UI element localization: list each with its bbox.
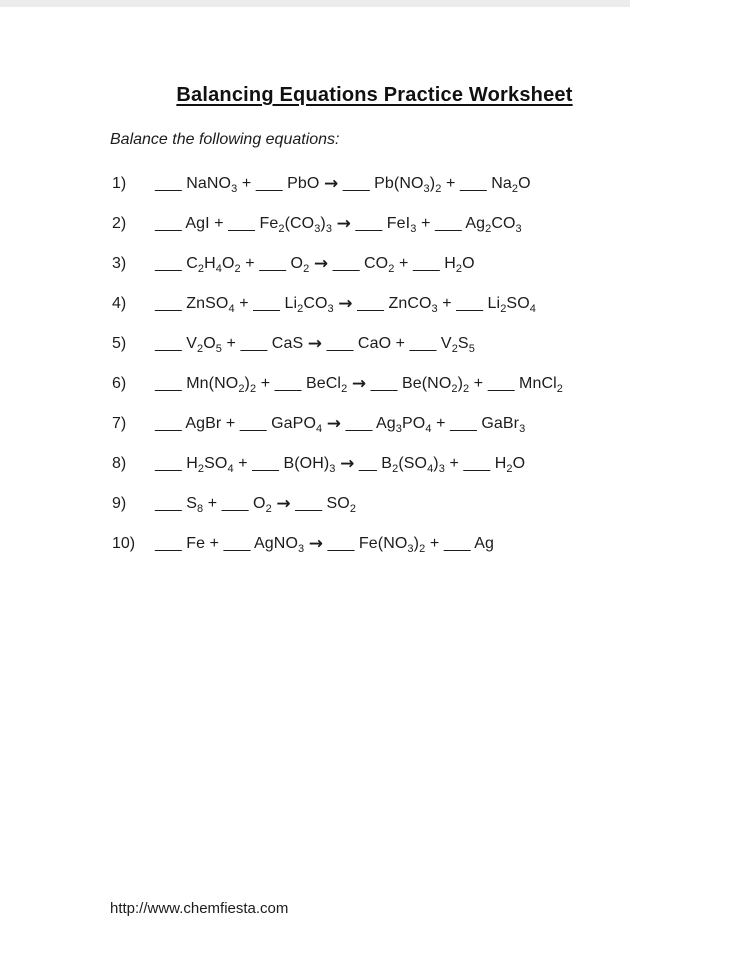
answer-blank: ___ [155,175,182,192]
subscript: 2 [265,503,272,516]
subscript: 2 [500,303,507,316]
subscript: 2 [238,383,245,396]
reaction-arrow-icon: → [313,254,329,274]
subscript: 4 [425,423,432,436]
answer-blank: ___ [253,295,280,312]
subscript: 4 [215,263,222,276]
reaction-arrow-icon: → [326,414,342,434]
subscript: 2 [197,263,205,276]
answer-blank: ___ [357,295,384,312]
equation-formula: ___ $H_2SO_4$ + ___ $B(OH)_3$ → __ $B_2(SO_4)_3$ + ___ $H_2O$ [155,454,526,476]
subscript: 2 [506,463,513,476]
answer-blank: ___ [413,255,440,272]
equation-formula: ___ $S_8$ + ___ $O_2$ → ___ $SO_2$ [155,494,357,516]
answer-blank: ___ [223,535,251,552]
equation-row [112,214,729,254]
subscript: 3 [298,543,305,556]
subscript: 3 [423,183,430,196]
subscript: 5 [215,343,223,356]
answer-blank: ___ [240,335,268,352]
reaction-arrow-icon: → [307,334,323,354]
subscript: 2 [303,263,310,276]
answer-blank: ___ [459,175,487,192]
subscript: 5 [468,343,475,356]
equation-row [112,374,729,414]
equation-row [112,414,729,454]
equation-formula: ___ $C_2H_4O_2$ + ___ $O_2$ → ___ $CO_2$ + ___ $H_2O$ [155,254,475,276]
equation-row [112,534,729,574]
subscript: 3 [395,423,403,436]
subscript: 2 [556,383,564,396]
equation-number: 9) [112,495,127,512]
subscript: 3 [327,303,334,316]
answer-blank: ___ [295,495,322,512]
scan-artifact [0,0,630,7]
equation-number: 5) [112,335,127,352]
subscript: 3 [314,223,321,236]
equation-row [112,454,729,494]
answer-blank: ___ [434,215,462,232]
subscript: 3 [329,463,336,476]
subscript: 2 [297,303,304,316]
answer-blank: ___ [326,335,354,352]
reaction-arrow-icon: → [338,294,353,314]
reaction-arrow-icon: → [351,374,367,394]
answer-blank: ___ [155,455,182,472]
answer-blank: ___ [443,535,471,552]
subscript: 2 [278,223,285,236]
subscript: 3 [407,543,414,556]
equations-list [112,174,729,574]
equation-number: 10) [112,535,136,552]
answer-blank: ___ [252,455,279,472]
equation-row [112,334,729,374]
equation-number: 1) [112,175,127,192]
reaction-arrow-icon: → [340,454,355,474]
subscript: 2 [419,543,426,556]
subscript: 3 [438,463,445,476]
equation-number: 7) [112,415,127,432]
answer-blank: ___ [228,215,255,232]
equation-row [112,494,729,534]
answer-blank: ___ [155,295,182,312]
equation-formula: ___ AgBr + ___ GaPO$_4$ → ___ $Ag_3PO_4$ + ___ GaBr$_3$ [155,414,526,436]
answer-blank: ___ [155,535,182,552]
answer-blank: ___ [487,375,515,392]
subscript: 2 [197,343,204,356]
equation-row [112,294,729,334]
answer-blank: ___ [327,535,355,552]
subscript: 4 [427,463,434,476]
subscript: 4 [315,423,323,436]
subscript: 4 [227,463,234,476]
subscript: 4 [529,303,536,316]
answer-blank: ___ [155,215,182,232]
subscript: 2 [197,463,205,476]
answer-blank: ___ [456,295,483,312]
subscript: 2 [392,463,399,476]
answer-blank: ___ [255,175,283,192]
answer-blank: ___ [155,495,182,512]
subscript: 2 [451,383,458,396]
page-title: Balancing Equations Practice Worksheet [176,84,573,106]
subscript: 2 [451,343,458,356]
answer-blank: ___ [239,415,267,432]
reaction-arrow-icon: → [336,214,351,234]
subscript: 2 [511,183,519,196]
answer-blank: ___ [155,255,182,272]
subscript: 2 [249,383,257,396]
answer-blank: ___ [155,415,182,432]
equation-number: 6) [112,375,127,392]
subscript: 3 [410,223,417,236]
answer-blank: ___ [259,255,287,272]
answer-blank: ___ [221,495,249,512]
reaction-arrow-icon: → [276,494,291,514]
equation-number: 2) [112,215,127,232]
subscript: 2 [455,263,463,276]
equation-formula: ___ ZnSO$_4$ + ___ $Li_2CO_3$ → ___ ZnCO$_3$ + ___ $Li_2SO_4$ [155,294,536,316]
answer-blank: ___ [450,415,477,432]
subscript: 2 [435,183,442,196]
answer-blank: ___ [342,175,370,192]
equation-formula: ___ $V_2O_5$ + ___ CaS → ___ CaO + ___ $V_2S_5$ [155,334,475,356]
answer-blank: ___ [355,215,383,232]
answer-blank: ___ [274,375,302,392]
subscript: 2 [485,223,492,236]
subscript: 2 [349,503,357,516]
subscript: 2 [341,383,348,396]
answer-blank: ___ [463,455,491,472]
subscript: 3 [515,223,522,236]
subscript: 2 [234,263,241,276]
equation-formula: ___ AgI + ___ $Fe_2(CO_3)_3$ → ___ FeI$_3$ + ___ $Ag_2CO_3$ [155,214,522,236]
equation-formula: ___ Fe + ___ AgNO$_3$ → ___ $Fe(NO_3)_2$ + ___ Ag [155,534,494,556]
equation-number: 8) [112,455,127,472]
equation-formula: ___ $Mn(NO_2)_2$ + ___ BeCl$_2$ → ___ $Be(NO_2)_2$ + ___ MnCl$_2$ [155,374,564,396]
instructions-text: Balance the following equations: [110,131,340,148]
subscript: 3 [519,423,526,436]
subscript: 3 [431,303,438,316]
answer-blank: ___ [409,335,437,352]
answer-blank: ___ [345,415,373,432]
reaction-arrow-icon: → [308,534,324,554]
subscript: 3 [325,223,333,236]
subscript: 2 [388,263,395,276]
reaction-arrow-icon: → [323,174,339,194]
answer-blank: ___ [155,375,182,392]
subscript: 8 [197,503,204,516]
subscript: 4 [228,303,235,316]
equation-row [112,254,729,294]
answer-blank: ___ [155,335,182,352]
equation-number: 3) [112,255,127,272]
equation-formula: ___ NaNO$_3$ + ___ PbO → ___ $Pb(NO_3)_2$ + ___ $Na_2O$ [155,174,531,196]
footer-url: http://www.chemfiesta.com [110,900,289,917]
answer-blank: ___ [370,375,398,392]
subscript: 2 [463,383,470,396]
answer-blank: ___ [332,255,360,272]
equation-row [112,174,729,214]
answer-blank: __ [358,455,377,472]
subscript: 3 [231,183,238,196]
equation-number: 4) [112,295,127,312]
